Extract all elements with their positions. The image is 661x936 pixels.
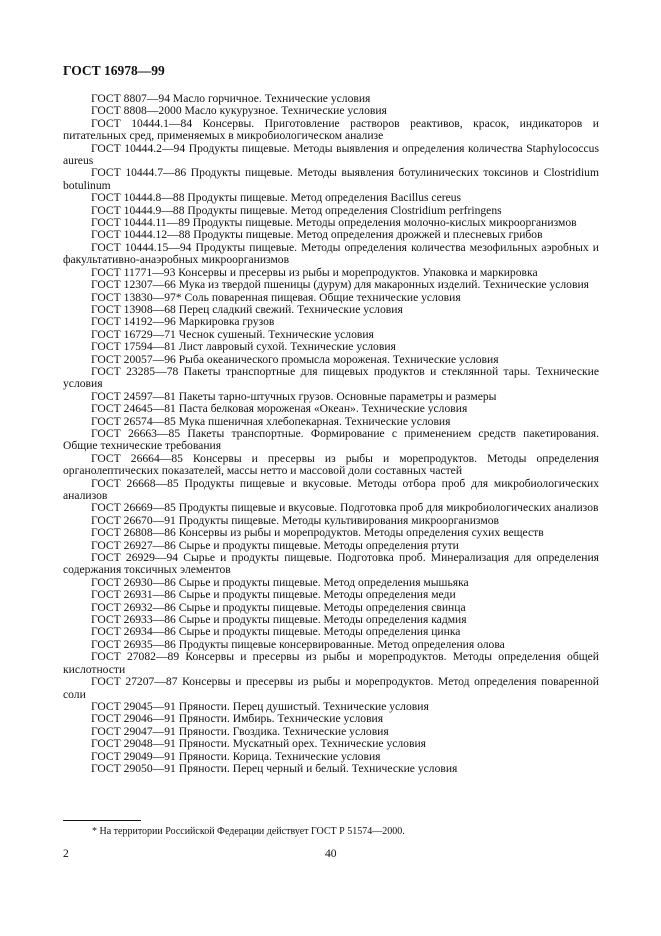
reference-item: ГОСТ 13830—97* Соль поваренная пищевая. Общие технические условия: [91, 290, 461, 304]
reference-item: ГОСТ 29045—91 Пряности. Перец душистый. Технические условия: [91, 699, 429, 713]
reference-item: ГОСТ 26670—91 Продукты пищевые. Методы культивирования микроорганизмов: [91, 513, 499, 527]
reference-item: ГОСТ 17594—81 Лист лавровый сухой. Технические условия: [91, 340, 396, 354]
reference-item: ГОСТ 8807—94 Масло горчичное. Технические условия: [91, 92, 371, 105]
reference-item: ГОСТ 8808—2000 Масло кукурузное. Технические условия: [91, 104, 387, 118]
reference-item: ГОСТ 26934—86 Сырье и продукты пищевые. Методы определения цинка: [91, 625, 461, 639]
reference-item: ГОСТ 26668—85 Продукты пищевые и вкусовые. Методы отбора проб для микробиологических анализов: [63, 476, 599, 502]
reference-item: ГОСТ 26664—85 Консервы и пресервы из рыбы и морепродуктов. Методы определения органолептических показателей, массы нетто и массовой доли составных частей: [63, 451, 599, 478]
reference-item: ГОСТ 26930—86 Сырье и продукты пищевые. Метод определения мышьяка: [91, 575, 469, 589]
footnote: * На территории Российской Федерации действует ГОСТ Р 51574—2000.: [92, 826, 405, 837]
reference-item: ГОСТ 10444.8—88 Продукты пищевые. Метод определения Bacillus cereus: [91, 191, 462, 205]
reference-item: ГОСТ 20057—96 Рыба океанического промысла мороженая. Технические условия: [91, 352, 499, 366]
reference-item: ГОСТ 10444.2—94 Продукты пищевые. Методы выявления и определения количества Staphylococcus aureus: [63, 141, 599, 168]
reference-item: ГОСТ 26808—86 Консервы из рыбы и морепродуктов. Методы определения сухих веществ: [91, 526, 544, 540]
reference-item: ГОСТ 24597—81 Пакеты тарно-штучных грузов. Основные параметры и размеры: [91, 389, 497, 403]
reference-item: ГОСТ 16729—71 Чеснок сушеный. Технические условия: [91, 327, 374, 341]
reference-item: ГОСТ 14192—96 Маркировка грузов: [91, 315, 275, 329]
reference-item: ГОСТ 26929—94 Сырье и продукты пищевые. Подготовка проб. Минерализация для определения содержания токсичных элементов: [63, 551, 599, 577]
reference-item: ГОСТ 26932—86 Сырье и продукты пищевые. Методы определения свинца: [91, 600, 466, 614]
reference-item: ГОСТ 24645—81 Паста белковая мороженая «Океан». Технические условия: [91, 402, 468, 416]
reference-item: ГОСТ 11771—93 Консервы и пресервы из рыбы и морепродуктов. Упаковка и маркировка: [91, 265, 538, 279]
reference-item: ГОСТ 27207—87 Консервы и пресервы из рыбы и морепродуктов. Метод определения поваренной соли: [63, 675, 599, 701]
reference-item: ГОСТ 26927—86 Сырье и продукты пищевые. Методы определения ртути: [91, 538, 459, 552]
reference-item: ГОСТ 10444.15—94 Продукты пищевые. Методы определения количества мезофильных аэробных и факультативно-анаэробных микроорганизмов: [63, 240, 599, 267]
reference-item: ГОСТ 29046—91 Пряности. Имбирь. Технические условия: [91, 712, 384, 726]
reference-item: ГОСТ 27082—89 Консервы и пресервы из рыбы и морепродуктов. Методы определения общей кислотности: [63, 650, 599, 676]
reference-item: ГОСТ 10444.11—89 Продукты пищевые. Методы определения молочно-кислых микроорганизмов: [91, 216, 577, 230]
reference-item: ГОСТ 26933—86 Сырье и продукты пищевые. Методы определения кадмия: [91, 613, 467, 627]
reference-item: ГОСТ 29050—91 Пряности. Перец черный и белый. Технические условия: [91, 761, 458, 775]
reference-item: ГОСТ 29048—91 Пряности. Мускатный орех. Технические условия: [91, 737, 426, 751]
inner-page-number: 2: [63, 847, 69, 860]
reference-item: ГОСТ 10444.12—88 Продукты пищевые. Метод определения дрожжей и плесневых грибов: [91, 228, 543, 242]
document-header: ГОСТ 16978—99: [63, 63, 165, 78]
reference-item: ГОСТ 26669—85 Продукты пищевые и вкусовые. Подготовка проб для микробиологических анализов: [91, 501, 599, 515]
reference-item: ГОСТ 13908—68 Перец сладкий свежий. Технические условия: [91, 302, 403, 316]
reference-item: ГОСТ 26663—85 Пакеты транспортные. Формирование с применением средств пакетирования. Общие технические требования: [63, 426, 599, 453]
reference-item: ГОСТ 10444.1—84 Консервы. Приготовление растворов реактивов, красок, индикаторов и питательных сред, применяемых в микробиологическом анализе: [63, 116, 599, 143]
reference-list: [63, 93, 599, 775]
reference-item: ГОСТ 12307—66 Мука из твердой пшеницы (дурум) для макаронных изделий. Технические условия: [91, 278, 589, 292]
reference-item: ГОСТ 23285—78 Пакеты транспортные для пищевых продуктов и стеклянной тары. Технические условия: [63, 364, 599, 391]
reference-item: ГОСТ 10444.7—86 Продукты пищевые. Методы выявления ботулинических токсинов и Clostridium botulinum: [63, 166, 599, 192]
reference-item: ГОСТ 29049—91 Пряности. Корица. Технические условия: [91, 749, 381, 763]
reference-item: ГОСТ 26931—86 Сырье и продукты пищевые. Методы определения меди: [91, 588, 456, 602]
reference-item: ГОСТ 10444.9—88 Продукты пищевые. Метод определения Clostridium perfringens: [91, 203, 502, 217]
reference-item: ГОСТ 26574—85 Мука пшеничная хлебопекарная. Технические условия: [91, 414, 451, 428]
footnote-divider: [63, 820, 141, 821]
page-number: 40: [325, 847, 337, 860]
reference-item: ГОСТ 29047—91 Пряности. Гвоздика. Технические условия: [91, 724, 389, 738]
reference-item: ГОСТ 26935—86 Продукты пищевые консервированные. Метод определения олова: [91, 637, 505, 651]
